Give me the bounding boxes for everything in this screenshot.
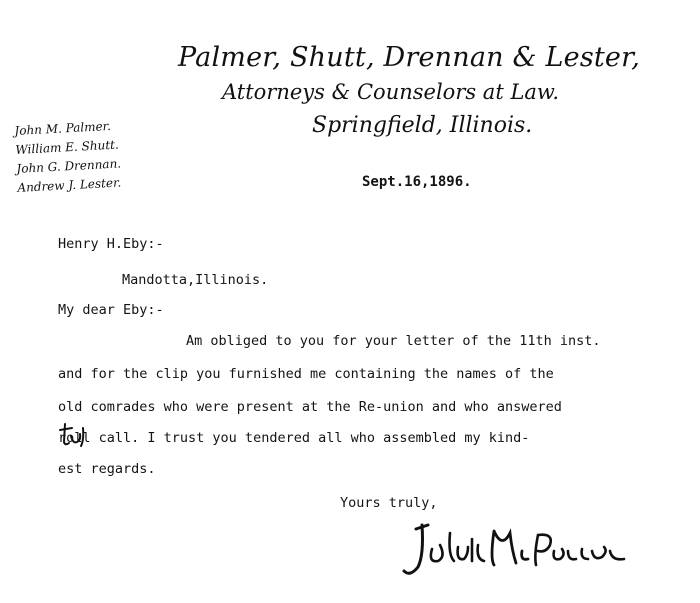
- recipient-name: Henry H.Eby:-: [58, 236, 164, 252]
- firm-name: Palmer, Shutt, Drennan & Lester,: [178, 42, 641, 73]
- letter-date: Sept.16,1896.: [362, 174, 472, 190]
- signature: [398, 515, 638, 585]
- partner-list: [14, 117, 123, 198]
- partner-name: Andrew J. Lester.: [17, 175, 122, 195]
- partner-name: John G. Drennan.: [16, 156, 122, 176]
- body-line: roll call. I trust you tendered all who assembled my kind-: [58, 430, 530, 446]
- salutation: My dear Eby:-: [58, 302, 164, 318]
- body-line: est regards.: [58, 461, 156, 477]
- body-line: Am obliged to you for your letter of the 11th inst.: [186, 333, 601, 349]
- partner-name: William E. Shutt.: [15, 137, 120, 157]
- firm-city: Springfield, Illinois.: [312, 113, 533, 138]
- firm-subtitle: Attorneys & Counselors at Law.: [222, 80, 560, 104]
- handwritten-correction: [57, 422, 87, 450]
- partner-name: John M. Palmer.: [14, 118, 112, 138]
- body-line: old comrades who were present at the Re-union and who answered: [58, 399, 562, 415]
- recipient-location: Mandotta,Illinois.: [122, 272, 269, 288]
- closing: Yours truly,: [340, 495, 438, 511]
- body-line: and for the clip you furnished me containing the names of the: [58, 366, 554, 382]
